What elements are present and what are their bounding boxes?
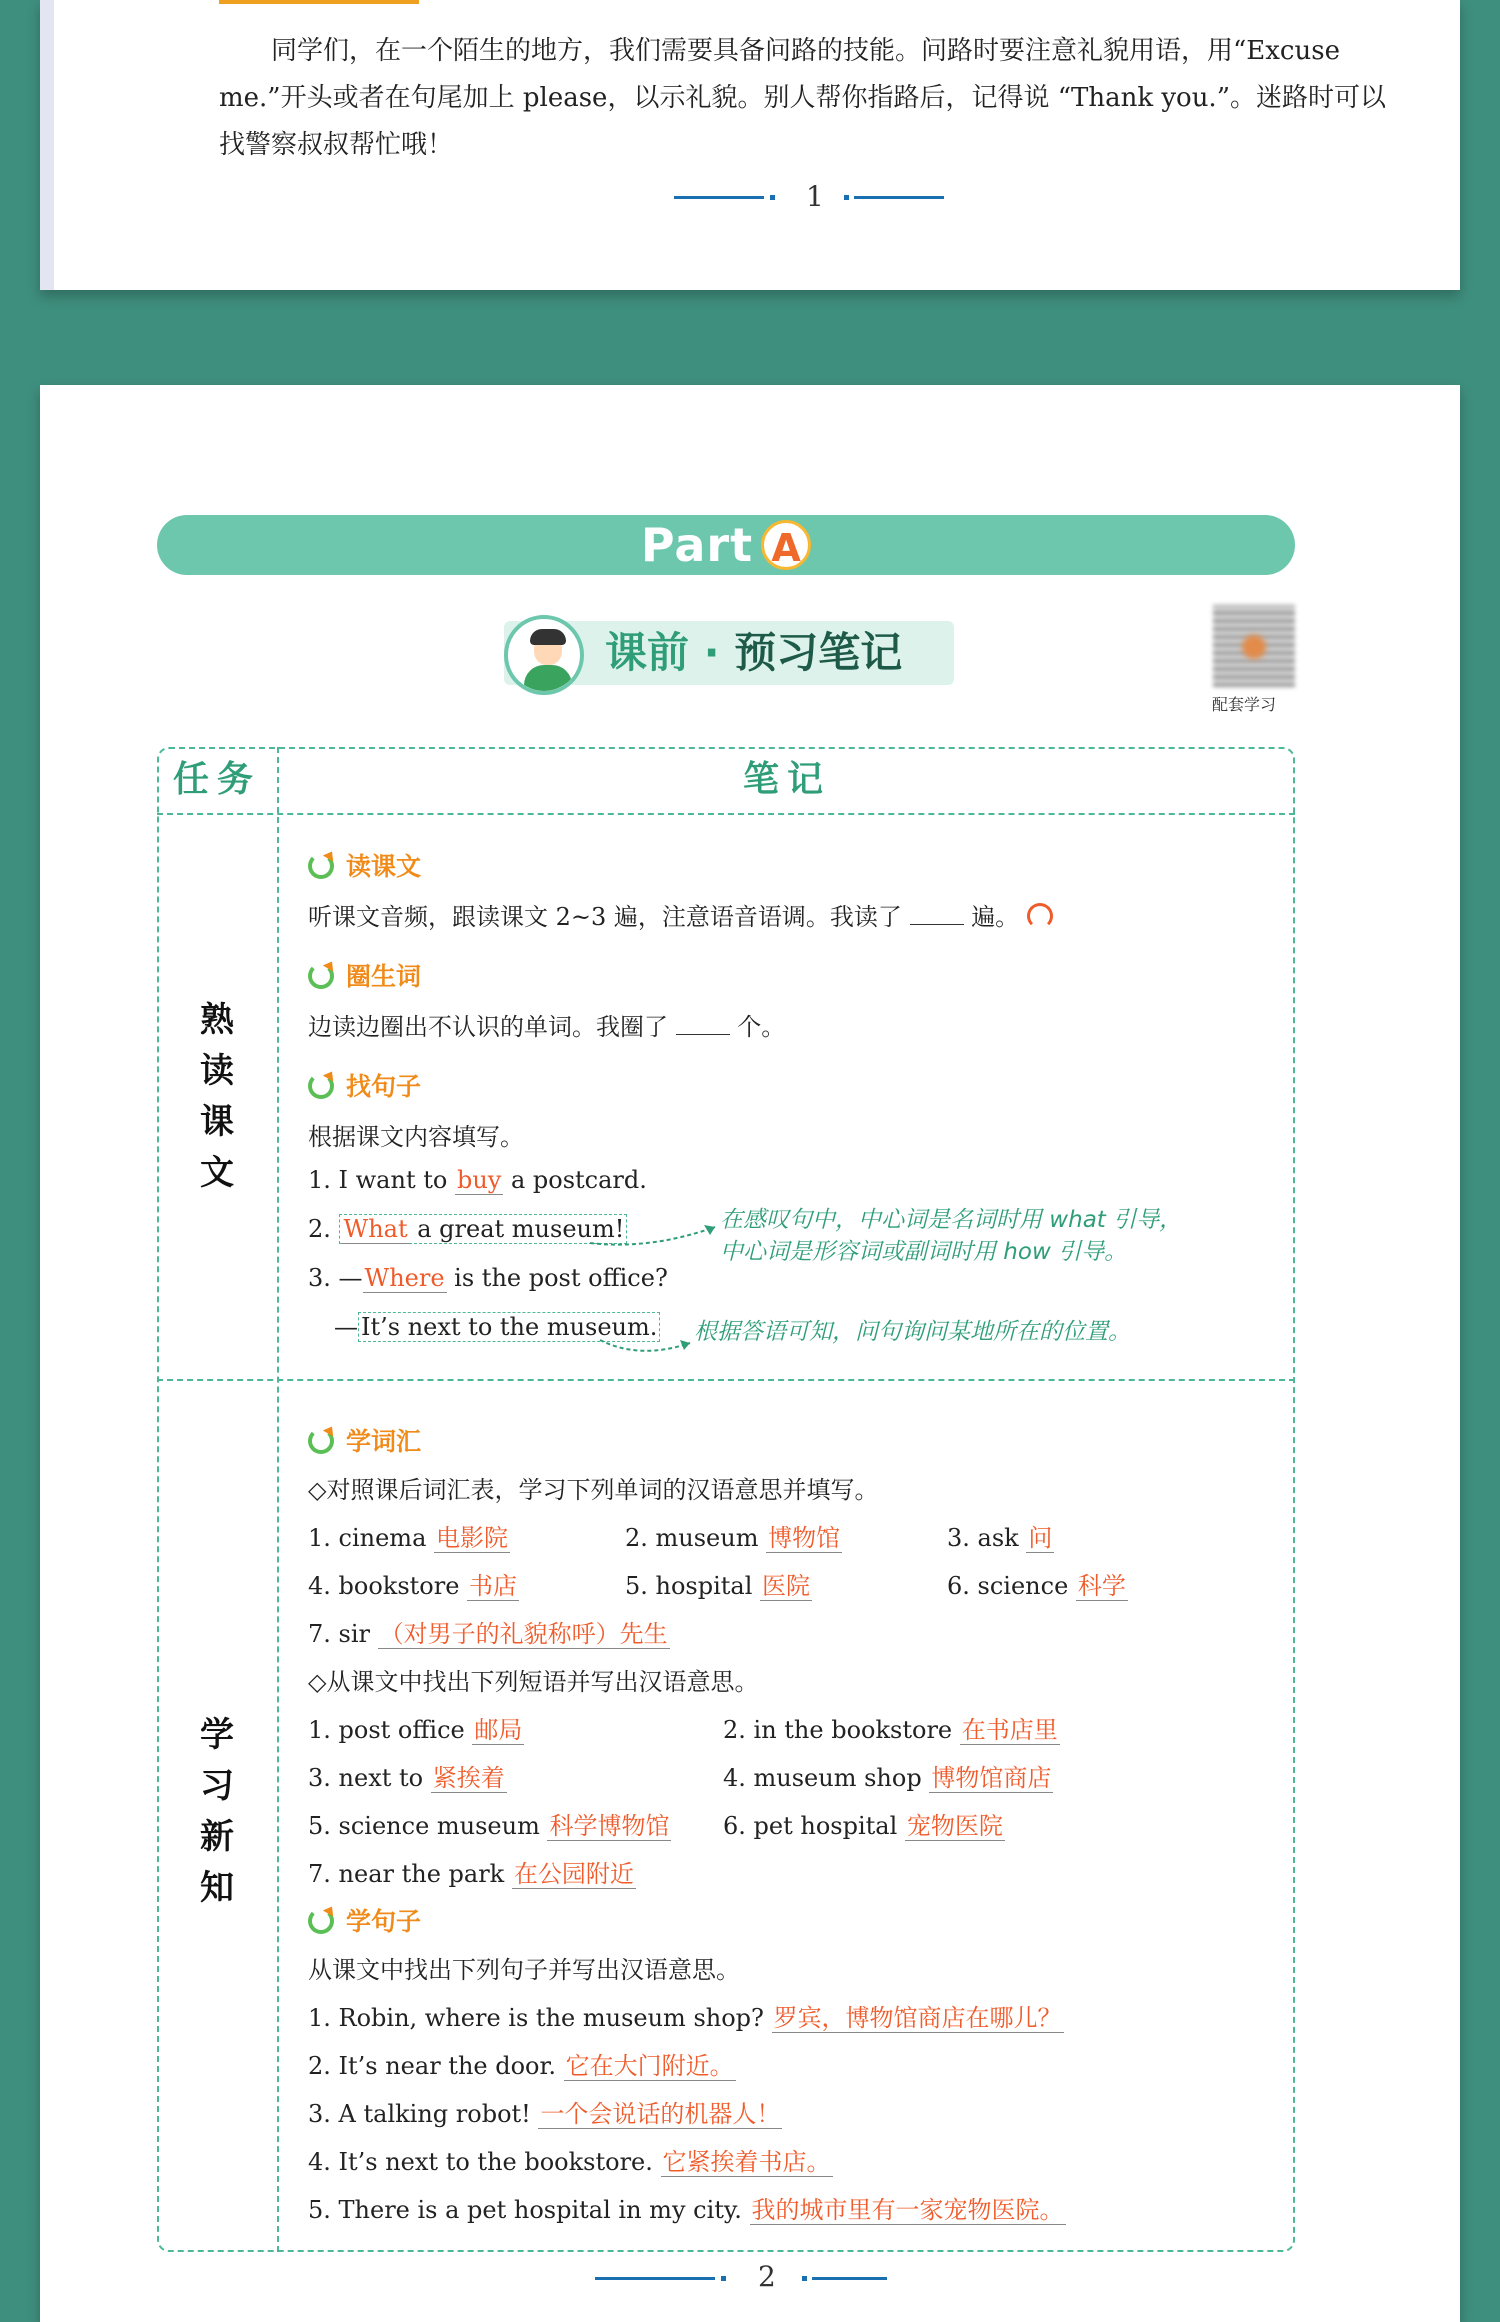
vocab-instruction-1: ◇对照课后词汇表，学习下列单词的汉语意思并填写。 [308,1476,879,1504]
section-circle-words: 圈生词 [308,957,421,993]
sentence-item: 1. Robin, where is the museum shop? 罗宾，博物馆商店在哪儿？ [308,2004,1062,2032]
find-sentence-2: 2. What a great museum! [308,1215,627,1243]
section-learn-sentences: 学句子 [308,1902,421,1938]
vocab-item: 2. museum 博物馆 [625,1524,841,1552]
find-sentence-1: 1. I want to buy a postcard. [308,1166,647,1194]
page-number: 2 [758,2260,776,2293]
vocab-item: 6. science 科学 [947,1572,1126,1600]
qr-logo [1242,635,1266,659]
read-instruction: 听课文音频，跟读课文 2~3 遍，注意语音语调。我读了 遍。 [308,897,1053,932]
circle-count-blank[interactable] [676,1034,730,1035]
section-read-text: 读课文 [308,847,421,883]
title-underline [219,0,419,4]
table-column-divider [277,747,279,2252]
part-letter-badge: A [761,520,811,570]
phrase-item: 5. science museum 科学博物馆 [308,1812,670,1840]
workbook-page [40,385,1460,2322]
vocab-instruction-2: ◇从课文中找出下列短语并写出汉语意思。 [308,1668,759,1696]
page-number-dot-left [721,2276,726,2281]
annotation-exclamation-line-1: 在感叹句中，中心词是名词时用 what 引导， [720,1207,1183,1233]
phrase-item: 7. near the park 在公园附近 [308,1860,634,1888]
annotation-exclamation-line-2: 中心词是形容词或副词时用 how 引导。 [720,1239,1128,1265]
page-number-rule-left [674,196,764,199]
vocab-item: 7. sir （对男子的礼貌称呼）先生 [308,1620,668,1648]
vocab-item: 1. cinema 电影院 [308,1524,508,1552]
sentence-item: 2. It’s near the door. 它在大门附近。 [308,2052,734,2080]
section-find-sentences: 找句子 [308,1067,421,1103]
sentences-instruction: 从课文中找出下列句子并写出汉语意思。 [308,1956,740,1984]
refresh-icon [308,1428,334,1454]
find-instruction: 根据课文内容填写。 [308,1123,524,1151]
student-avatar-icon [504,615,584,695]
phrase-item: 2. in the bookstore 在书店里 [723,1716,1058,1744]
part-banner [157,515,1295,575]
phrase-item: 1. post office 邮局 [308,1716,523,1744]
qr-caption: 配套学习 [1212,695,1277,714]
previous-page [40,0,1460,290]
table-row-divider [157,1379,1295,1381]
refresh-icon [308,1908,334,1934]
sentence-item: 5. There is a pet hospital in my city. 我的城市里有一家宠物医院。 [308,2196,1064,2224]
table-header-divider [157,813,1295,815]
page-number-dot-right [844,195,849,200]
vocab-item: 3. ask 问 [947,1524,1053,1552]
headphone-icon[interactable] [1027,903,1053,929]
page-number-rule-left [595,2277,715,2280]
refresh-icon [308,1073,334,1099]
find-sentence-4: — It’s next to the museum. [308,1313,660,1341]
page-number: 1 [806,180,824,213]
find-sentence-3: 3. —Where is the post office? [308,1264,668,1292]
refresh-icon [308,963,334,989]
vocab-item: 4. bookstore 书店 [308,1572,518,1600]
page-number-dot-right [802,2276,807,2281]
row-label-read-text: 熟 读 课 文 [200,1000,234,1193]
row-label-learn-new: 学 习 新 知 [200,1715,234,1908]
circle-instruction: 边读边圈出不认识的单词。我圈了 个。 [308,1013,786,1041]
intro-paragraph: 同学们，在一个陌生的地方，我们需要具备问路的技能。问路时要注意礼貌用语，用“Excuse me.”开头或者在句尾加上 please，以示礼貌。别人帮你指路后，记得说 “Thank you.”。迷路时可以找警察叔叔帮忙哦！ [219,36,1386,160]
sentence-item: 4. It’s next to the bookstore. 它紧挨着书店。 [308,2148,831,2176]
read-count-blank[interactable] [910,924,964,925]
phrase-item: 3. next to 紧挨着 [308,1764,505,1792]
phrase-item: 6. pet hospital 宠物医院 [723,1812,1003,1840]
page-number-rule-right [854,196,944,199]
part-label: Part [640,518,754,572]
header-task: 任务 [172,759,261,800]
page-number-rule-right [812,2277,887,2280]
header-notes: 笔记 [742,759,831,800]
sentence-item: 3. A talking robot! 一个会说话的机器人！ [308,2100,781,2128]
refresh-icon [308,853,334,879]
vocab-item: 5. hospital 医院 [625,1572,811,1600]
phrase-item: 4. museum shop 博物馆商店 [723,1764,1052,1792]
page-number-dot-left [770,195,775,200]
section-title: 课前 · 预习笔记 [605,628,903,677]
section-learn-vocab: 学词汇 [308,1422,421,1458]
annotation-location-question: 根据答语可知，问句询问某地所在的位置。 [694,1319,1131,1345]
